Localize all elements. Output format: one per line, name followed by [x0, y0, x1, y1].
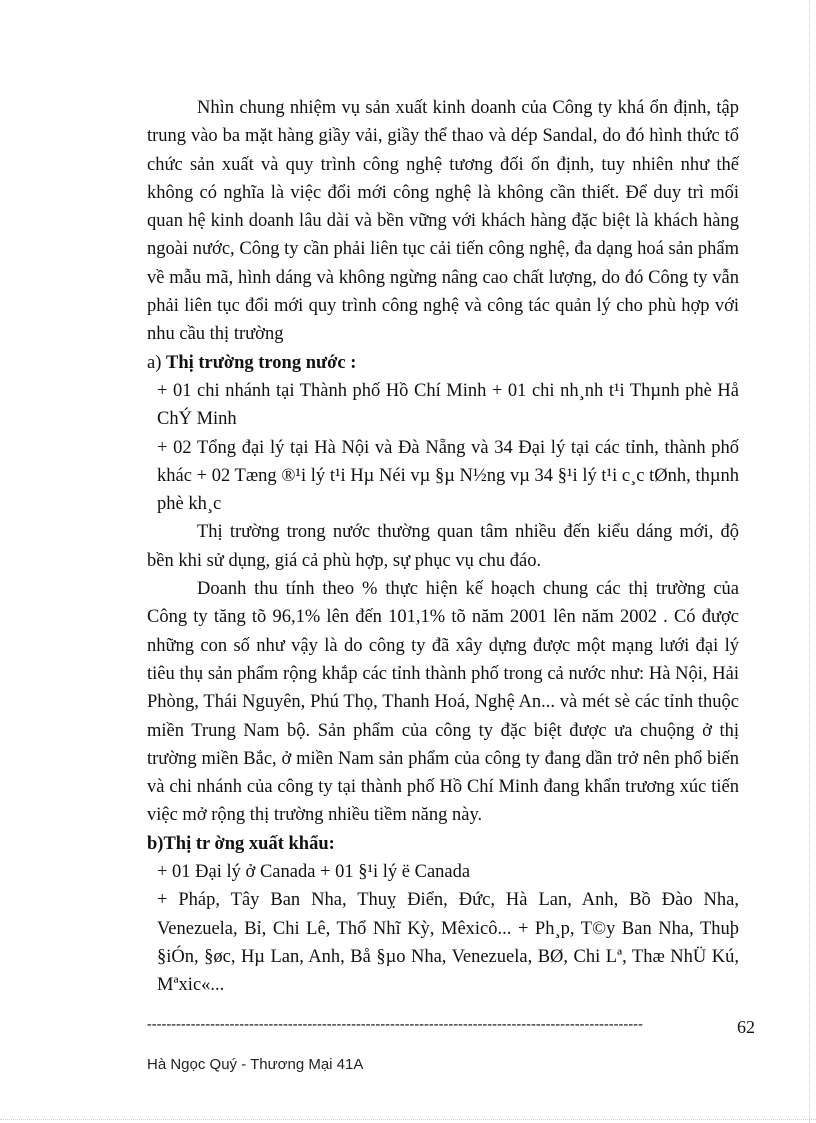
heading-domestic-market [147, 349, 739, 377]
paragraph-intro: Nhìn chung nhiệm vụ sản xuất kinh doanh của Công ty khá ổn định, tập trung vào ba mặt hàng giầy vải, giầy thể thao và dép Sandal, do đó hình thức tổ chức sản xuất và quy trình công nghệ tương đối ổn định, tuy nhiên như thế không có nghĩa là việc đổi mới công nghệ là không cần thiết. Để duy trì mối quan hệ kinh doanh lâu dài và bền vững với khách hàng đặc biệt là khách hàng ngoài nước, Công ty cần phải liên tục cải tiến công nghệ, đa dạng hoá sản phẩm về mẫu mã, hình dáng và không ngừng nâng cao chất lượng, do đó Công ty vẫn phải liên tục đổi mới quy trình công nghệ và công tác quản lý cho phù hợp với nhu cầu thị trường [147, 98, 739, 345]
page-border-right [809, 0, 810, 1123]
body-text [147, 94, 739, 1000]
domestic-item-agents: + 02 Tổng đại lý tại Hà Nội và Đà Nẵng và 34 Đại lý tại các tỉnh, thành phố khác + 02 Tæng ®¹i lý t¹i Hµ Néi vµ §µ N½ng vµ 34 §¹i lý t¹i c¸c tØnh, thµnh phè kh¸c [157, 437, 739, 515]
export-item-countries: + Pháp, Tây Ban Nha, Thuỵ Điển, Đức, Hà Lan, Anh, Bồ Đào Nha, Venezuela, Bỉ, Chi Lê, Thổ Nhĩ Kỳ, Mêxicô... + Ph¸p, T©y Ban Nha, Thuþ §iÓn, §øc, Hµ Lan, Anh, Bå §µo Nha, Venezuela, BØ, Chi Lª, Thæ NhÜ Kú, Mªxic«... [157, 890, 739, 996]
heading-export-market [147, 830, 739, 858]
footer-dashed-rule: ------------------------------------------------------------------------------------------------------ [147, 1017, 643, 1032]
paragraph-revenue: Doanh thu tính theo % thực hiện kế hoạch chung các thị trường của Công ty tăng tõ 96,1% lên đến 101,1% tõ năm 2001 lên năm 2002 . Có được những con số như vậy là do công ty đã xây dựng được một mạng lưới đại lý tiêu thụ sản phẩm rộng khắp các tỉnh thành phố trong cả nước như: Hà Nội, Hải Phòng, Thái Nguyên, Phú Thọ, Thanh Hoá, Nghệ An... và mét sè các tỉnh thuộc miền Trung Nam bộ. Sản phẩm của công ty đặc biệt được ưa chuộng ở thị trường miền Bắc, ở miền Nam sản phẩm của công ty đang dần trở nên phổ biến và chi nhánh của công ty tại thành phố Hồ Chí Minh đang khẩn trương xúc tiến việc mở rộng thị trường nhiều tiềm năng này. [147, 579, 739, 826]
export-item-canada: + 01 Đại lý ở Canada + 01 §¹i lý ë Canada [157, 862, 471, 883]
heading-export-title: b)Thị tr ờng xuất khẩu: [147, 833, 335, 854]
footer-author: Hà Ngọc Quý - Thương Mại 41A [147, 1056, 364, 1073]
page-number: 62 [737, 1017, 755, 1037]
domestic-item-branch: + 01 chi nhánh tại Thành phố Hồ Chí Minh + 01 chi nh¸nh t¹i Thµnh phè Hå ChÝ Minh [157, 380, 739, 430]
paragraph-domestic-demand: Thị trường trong nước thường quan tâm nhiều đến kiểu dáng mới, độ bền khi sử dụng, giá cả phù hợp, sự phục vụ chu đáo. [147, 522, 739, 571]
heading-domestic-prefix: a) [147, 352, 166, 373]
page-border-bottom [0, 1119, 816, 1120]
heading-domestic-title: Thị trường trong nước : [166, 352, 357, 373]
